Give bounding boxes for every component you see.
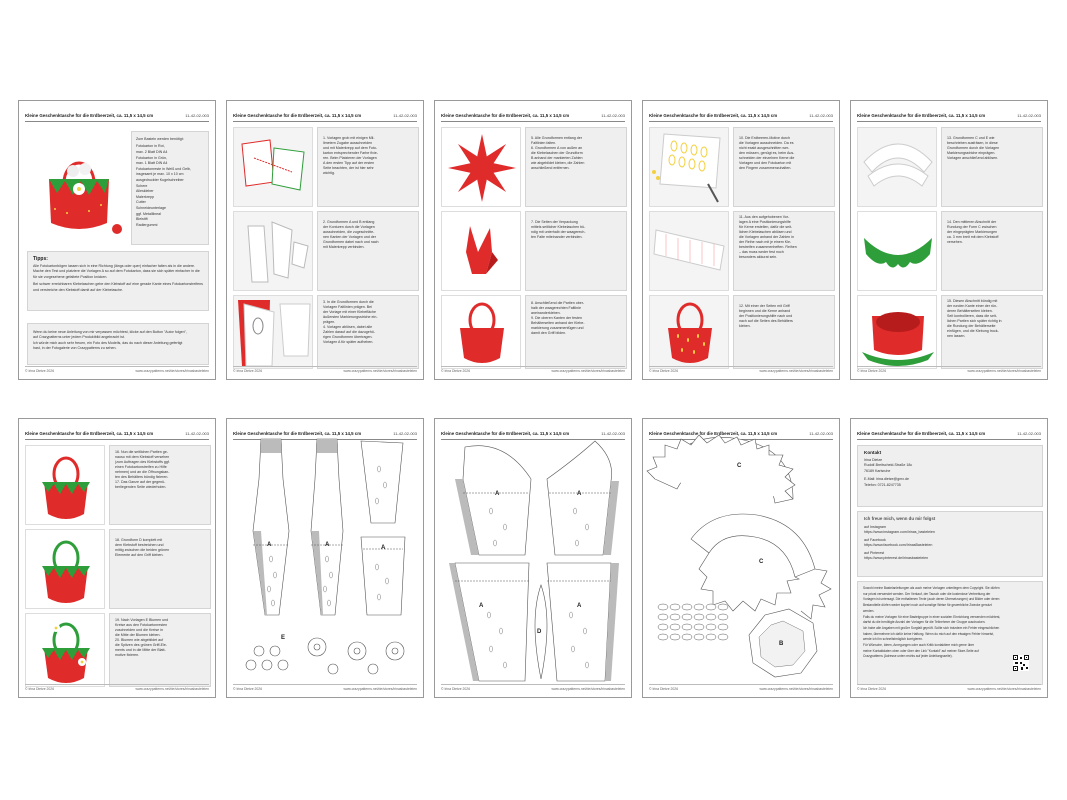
material-item: Fotokarton in Grün, [136, 155, 167, 160]
legal-line: Bestandteile dürfen weder kopiert noch auf sonstige Weise für gewerbliche Zwecke genutzt [863, 603, 992, 608]
contact-line: 76189 Karlsruhe [864, 468, 891, 473]
page-code: 11-42-02-003 [185, 113, 209, 118]
material-item: Schere [136, 183, 148, 188]
page-footer: © Irina Dietze 2026 www.crazypatterns.net/de/stores/irinasbasteleien [233, 366, 417, 373]
note-line: Wenn du keine neue Anleitung von mir verpassen möchtest, klicke auf den Button "Autor folgen", [33, 330, 187, 334]
material-item: Cutter [136, 200, 146, 205]
page-4 [642, 100, 840, 380]
page-3 [434, 100, 632, 380]
materials-heading: Zum Basteln werden benötigt: [136, 137, 184, 141]
header-divider [25, 439, 209, 440]
label-c: C [759, 559, 764, 565]
material-item: Bleistift [136, 217, 148, 222]
page-title: Kleine Geschenktasche für die Erdbeerzeit, ca. 11,5 x 14,5 cm [25, 431, 154, 436]
page-code: 11-42-02-003 [393, 431, 417, 436]
header-divider [857, 439, 1041, 440]
step-11 [649, 211, 835, 291]
step-photo [649, 127, 729, 207]
step-photo [233, 127, 313, 207]
contact-phone: Telefon: 0721-8247735 [864, 482, 901, 487]
material-item: ausgedruckter Kugelschreiber [136, 177, 184, 182]
page-footer: © Irina Dietze 2026 www.crazypatterns.net/de/stores/irinasbasteleien [857, 684, 1041, 691]
step-13 [857, 127, 1043, 207]
note-line: auf Crazypatterns unter jedem Produktbild angebracht ist. [33, 335, 125, 340]
material-item: max. 2 Blatt DIN A4 [136, 150, 168, 154]
page-footer: © Irina Dietze 2026 www.crazypatterns.net/de/stores/irinasbasteleien [441, 366, 625, 373]
page-code: 11-42-02-003 [601, 431, 625, 436]
label-a: A [577, 603, 582, 609]
step-text: 18. Grundform D komplett mit dem Klebstoff bestreichen und mittig zwischen die beiden grünen Elemente auf den Griff kleben. [109, 529, 211, 609]
footer-url: www.crazypatterns.net/de/stores/irinasbasteleien [135, 369, 209, 373]
page-2 [226, 100, 424, 380]
material-item: Fotokartonreste in Weiß und Gelb, [136, 166, 191, 171]
label-d: D [537, 629, 542, 635]
follow-label: auf Facebook [864, 537, 886, 542]
header-divider [857, 121, 1041, 122]
header-divider [441, 121, 625, 122]
label-a: A [267, 542, 272, 548]
page-8-template [434, 418, 632, 698]
legal-line: Ich habe alle Angaben mit großer Sorgfalt geprüft. Sollte sich trotzdem ein Fehler eingeschlichen [863, 625, 1000, 630]
note-line: hast, in der Fotogalerie von Crazypatterns zu sehen. [33, 346, 117, 351]
material-item: Schneideunterlage [136, 205, 166, 210]
page-title: Kleine Geschenktasche für die Erdbeerzeit, ca. 11,5 x 14,5 cm [857, 431, 986, 436]
materials-box [131, 131, 209, 245]
material-item: Radiergummi [136, 222, 158, 227]
page-code: 11-42-02-003 [185, 431, 209, 436]
legal-line: meine Kontaktdaten oben oder über den Link "Kontakt" auf meiner Store-Seite auf [863, 648, 979, 653]
legal-line: Für Wünsche, Ideen, Anregungen oder auch Kritik kontaktiere mich gerne über [863, 643, 975, 648]
page-footer: © Irina Dietze 2026 www.crazypatterns.net/de/stores/irinasbasteleien [441, 684, 625, 691]
step-10 [649, 127, 835, 207]
page-title: Kleine Geschenktasche für die Erdbeerzeit, ca. 11,5 x 14,5 cm [649, 431, 778, 436]
header-divider [25, 121, 209, 122]
header-divider [649, 121, 833, 122]
page-9-template [642, 418, 840, 698]
page-5 [850, 100, 1048, 380]
label-e: E [281, 635, 286, 641]
instagram-link[interactable]: https://www.instagram.com/irinas_basteleien [864, 530, 935, 535]
page-footer: © Irina Dietze 2026 www.crazypatterns.net/de/stores/irinasbasteleien [649, 366, 833, 373]
page-6 [18, 418, 216, 698]
legal-line: haben, übernehme ich dafür keine Haftung. Wenn du mich auf den etwaigen Fehler hinweist, [863, 631, 994, 636]
page-title: Kleine Geschenktasche für die Erdbeerzeit, ca. 11,5 x 14,5 cm [649, 113, 778, 118]
page-title: Kleine Geschenktasche für die Erdbeerzeit, ca. 11,5 x 14,5 cm [233, 113, 362, 118]
page-footer: © Irina Dietze 2026 www.crazypatterns.net/de/stores/irinasbasteleien [649, 684, 833, 691]
step-15 [857, 295, 1043, 369]
step-text: 3. In die Grundformen durch die Vorlagen Faltlinien prägen. Bei der Vorlage mit einer Klebefläche äußersten Markierungsstriche ein- prägen. 4. Vorlagen ablösen, dabei alle Zahlen darauf auf die dazugehö- rigen Grundformen übertragen. Vorlagen A für später aufheben. [317, 295, 419, 369]
step-text: 5. Alle Grundformen entlang der Faltlinien falten. 6. Grundformen A von außen an die Klebelaschen der Grundform B anhand der markierten Zahlen wie abgebildet kleben, die Zahlen anschließend entfernen. [525, 127, 627, 207]
step-14 [857, 211, 1043, 291]
step-19-20 [25, 613, 211, 687]
page-code: 11-42-02-003 [601, 113, 625, 118]
page-footer: © Irina Dietze 2026 www.crazypatterns.net/de/stores/irinasbasteleien [25, 684, 209, 691]
material-item: Malerkrepp [136, 194, 154, 199]
template-a-pieces [227, 419, 424, 698]
step-text: 7. Die Seiten der Verpackung mittels seitlicher Klebelaschen bü- ndig mit unterhalb der waagerech- ten Falte miteinander verbinden. [525, 211, 627, 291]
page-code: 11-42-02-003 [809, 431, 833, 436]
step-text: 12. Mit einer der Seiten mit Griff beginnen und die Kerne anhand der Positionierungshilfe nach und nach auf die Seiten des Behälters kleben. [733, 295, 835, 369]
step-1-2 [233, 127, 419, 207]
page-code: 11-42-02-003 [1017, 113, 1041, 118]
contact-heading: Kontakt [864, 450, 882, 455]
page-row-top [18, 100, 1049, 380]
header-divider [233, 121, 417, 122]
follow-box [857, 511, 1043, 577]
step-7 [441, 211, 627, 291]
step-16-17 [25, 445, 211, 525]
legal-line: werden. [863, 608, 875, 613]
material-item: Fotokarton in Rot, [136, 144, 165, 149]
legal-line: Crazypatterns (Adresse unten rechts auf jeder Anleitungsseite). [863, 654, 953, 659]
step-12 [649, 295, 835, 369]
page-code: 11-42-02-003 [1017, 431, 1041, 436]
page-title: Kleine Geschenktasche für die Erdbeerzeit, ca. 11,5 x 14,5 cm [25, 113, 154, 118]
label-a: A [495, 491, 500, 497]
step-photo [441, 211, 521, 291]
step-photo [233, 295, 313, 369]
step-text: 11. Aus den aufgehobenen Vor- lagen A eine Positionierungshilfe für Kerne erstellen, dafür die seit- lichen Klebelaschen ablösen und die Vorlagen anhand der Zahlen in der Reihe nach mit je einem Kle- bestreifen zusammenheften. Reihen – das muss weder fest noch besonders akkurat sein. [733, 211, 835, 291]
label-c: C [737, 463, 742, 469]
step-text: 15. Diesen Abschnitt bündig mit der runden Kante einer der rün- deren Behälterseiten kleben. Seit kontrollieren, dass die seit- lichen Partien sich später richtig in die Rundung der Behälterseite einfügen, und die Klebung trock- nen lassen. [941, 295, 1043, 369]
tips-box [27, 251, 209, 311]
step-5-6 [441, 127, 627, 207]
contact-box [857, 445, 1043, 507]
label-a: A [479, 603, 484, 609]
page-footer: © Irina Dietze 2026 www.crazypatterns.net/de/stores/irinasbasteleien [857, 366, 1041, 373]
step-photo [857, 127, 937, 207]
follow-heading: Ich freue mich, wenn du mir folgst [864, 516, 936, 521]
footer-copyright: © Irina Dietze 2026 [25, 369, 55, 373]
label-a: A [325, 542, 330, 548]
step-text: 19. Nach Vorlagen E Blumen und Kreise aus den Fotokartonresten zuschneiden und die Kreise in die Mitte der Blumen kleben. 20. Blumen wie abgebildet auf die Spitzen des grünen Griff-Ele- ments und in die Mitte der Blatt- motive fixieren. [109, 613, 211, 687]
step-photo [649, 211, 729, 291]
page-footer [25, 366, 209, 373]
contact-email[interactable]: E-Mail: irina.dietze@gmx.de [864, 477, 909, 482]
step-photo [233, 211, 313, 291]
basket-photo [27, 131, 127, 241]
pinterest-link[interactable]: https://www.pinterest.de/irinasbasteleien [864, 556, 929, 561]
page-title: Kleine Geschenktasche für die Erdbeerzeit, ca. 11,5 x 14,5 cm [441, 113, 570, 118]
page-row-bottom [18, 418, 1049, 698]
step-8-9 [441, 295, 627, 369]
follow-label: auf Pinterest [864, 550, 885, 555]
page-title: Kleine Geschenktasche für die Erdbeerzeit, ca. 11,5 x 14,5 cm [857, 113, 986, 118]
step-text: 14. Den mittleren Abschnitt der Rundung der Form C zwischen der eingeprägten Markierungen ca. 3 mm breit mit dem Klebstoff versehen. [941, 211, 1043, 291]
label-a: A [577, 491, 582, 497]
page-7-template [226, 418, 424, 698]
step-photo [25, 613, 105, 687]
step-3-4 [233, 295, 419, 369]
qr-code-icon[interactable] [1013, 655, 1029, 671]
legal-line: nur privat verwendet werden. Der Verkauf, der Tausch oder die kostenlose Verbreitung der [863, 591, 991, 596]
page-footer: © Irina Dietze 2026 www.crazypatterns.net/de/stores/irinasbasteleien [233, 684, 417, 691]
legal-line: Sowohl meine Bastelanleitungen als auch meine Vorlagen unterliegen dem Copyright. Sie dürfen [863, 586, 1000, 590]
page-code: 11-42-02-003 [393, 113, 417, 118]
step-text: 10. Die Erdbeeren-Motive durch die Vorlagen ausschneiden. Da es nicht exakt ausgeschnitten wer- den müssen, genügt es, beim Aus- schneiden der einzelnen Kerne die Vorlagen und den Fotokarton mit den Fingern zusammenzuhalten. [733, 127, 835, 207]
step-photo [441, 127, 521, 207]
page-code: 11-42-02-003 [809, 113, 833, 118]
material-item: Alleskleber [136, 189, 154, 194]
page-title: Kleine Geschenktasche für die Erdbeerzeit, ca. 11,5 x 14,5 cm [441, 431, 570, 436]
page-title: Kleine Geschenktasche für die Erdbeerzeit, ca. 11,5 x 14,5 cm [233, 431, 362, 436]
facebook-link[interactable]: https://www.facebook.com/IrinasBasteleien [864, 543, 933, 548]
legal-line: Falls du meine Vorlagen für eine Bastelgruppe in einer sozialen Einrichtung verwenden möchtest, [863, 614, 1001, 619]
step-photo [441, 295, 521, 369]
legal-line: darfst du die benötigte Anzahl der Vorlagen für die Teilnehmer der Gruppe ausdrucken. [863, 620, 986, 625]
step-text: 8. Anschließend die Partien ober- halb der waagerechten Faltlinie aneinanderkleben. 9. Die oberen Kanten der festen Behälterseiten anhand der Klebe- markierung zusammenfügen und damit den Griff bilden. [525, 295, 627, 369]
step-text: 13. Grundformen C und E wie beschrieben ausfräsen, in diese Grundformen durch die Vorlagen Markierungsstriche einprägen. Vorlagen anschließend ablösen. [941, 127, 1043, 207]
legal-line: werde ich ihn schnellstmöglich korrigieren. [863, 637, 923, 642]
tip-item: Bei schwer erreichbaren Klebelaschen gebe den Klebstoff auf eine gerade Kante eines Fotokartonstreifens und verstreiche den Klebstoff damit auf der Klebelasche. [33, 282, 203, 292]
label-b: B [779, 641, 784, 647]
note-box [27, 323, 209, 365]
tip-item: Alle Fotokartonbögen lassen sich in eine Richtung (längs oder quer) einfacher falten als in die andere. Mache den Test und platziere die Vorlagen A so auf dem Fotokarton, dass sie sich später einfacher in die für sie vorgesehene gefaltete Position knicken. [33, 264, 200, 279]
step-photo [25, 445, 105, 525]
note-line: Ich würde mich auch sehr freuen, ein Foto des Modells, das du nach dieser Anleitung gefertigt [33, 340, 183, 345]
material-item: ggf. Metalllineal [136, 211, 161, 216]
template-c-b-pieces [643, 419, 840, 698]
step-text: 1. Vorlagen grob mit einigen Mil- limetern Zugabe ausschneiden und mit Malerkrepp auf dem Foto- karton entsprechender Farbe fixie- ren. Beim Platzieren der Vorlagen A den ersten Tipp auf der ersten Seite beachten, der ist hier sehr wichtig. [317, 127, 419, 207]
template-a-d-pieces [435, 419, 632, 698]
step-photo [649, 295, 729, 369]
step-text: 16. Nun die seitlichen Partien ge- nauso mit dem Klebstoff versehen (zum Auftragen des Klebstoffs ggf. einen Fotokartonstreifen zu Hilfe nehmen) und an die Öffnungskan- ten des Behälters bündig fixieren. 17. Das Ganze auf der gegenü- berliegenden Seite wiederholen. [109, 445, 211, 525]
page-1 [18, 100, 216, 380]
step-photo [25, 529, 105, 609]
contact-line: Rudolf-Breitscheid-Straße 18c [864, 463, 913, 468]
follow-label: auf Instagram [864, 525, 886, 529]
material-item: insgesamt je max. 10 x 10 cm [136, 172, 184, 177]
label-a: A [381, 545, 386, 551]
step-2 [233, 211, 419, 291]
step-18 [25, 529, 211, 609]
step-text: 2. Grundformen A und B entlang der Konturen durch die Vorlagen ausschneiden, die zugeschnitte- nen Kanten der Vorlagen und der Grundformen dabei nach und nach mit Malerkrepp verbinden. [317, 211, 419, 291]
step-photo [857, 295, 937, 369]
page-10-contact [850, 418, 1048, 698]
step-photo [857, 211, 937, 291]
tips-heading: Tipps: [33, 256, 48, 262]
contact-line: Irina Dietze [864, 458, 883, 462]
material-item: max. 1 Blatt DIN A4 [136, 161, 168, 166]
legal-line: Vorlagen ist untersagt. Die enthaltenen Texte (auch deren Übersetzungen) und Bilder oder deren [863, 597, 1000, 602]
